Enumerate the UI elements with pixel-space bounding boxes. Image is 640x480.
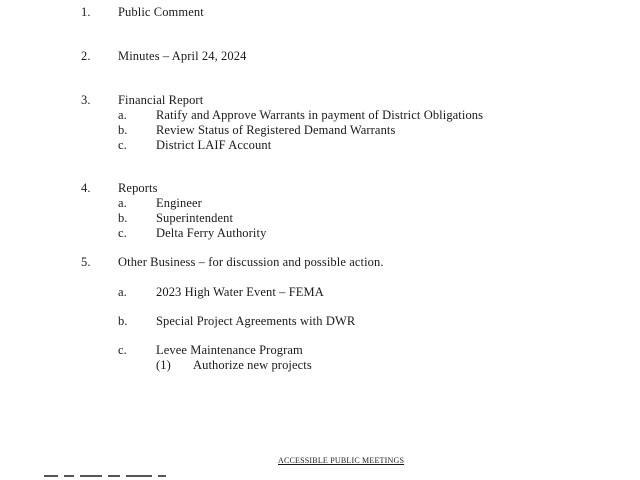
item-4b-text: Superintendent	[156, 211, 234, 225]
item-5a-letter: a.	[118, 285, 127, 299]
item-3-title: Financial Report	[118, 93, 204, 107]
item-5c1-text: Authorize new projects	[193, 358, 312, 372]
item-3c-text: District LAIF Account	[156, 138, 272, 152]
item-2-title: Minutes – April 24, 2024	[118, 49, 247, 63]
accessible-meetings-heading: ACCESSIBLE PUBLIC MEETINGS	[278, 456, 405, 465]
item-4c-letter: c.	[118, 226, 127, 240]
text-fragment	[126, 475, 152, 477]
item-5b-text: Special Project Agreements with DWR	[156, 314, 356, 328]
cut-off-text-line	[0, 473, 640, 480]
item-4-title: Reports	[118, 181, 158, 195]
item-3b-text: Review Status of Registered Demand Warrants	[156, 123, 396, 137]
item-1-title: Public Comment	[118, 5, 204, 19]
item-5c1-number: (1)	[156, 358, 171, 372]
item-3a-text: Ratify and Approve Warrants in payment of District Obligations	[156, 108, 484, 122]
item-3c-letter: c.	[118, 138, 127, 152]
item-4a-letter: a.	[118, 196, 127, 210]
item-5c-letter: c.	[118, 343, 127, 357]
item-5-title: Other Business – for discussion and possible action.	[118, 255, 384, 269]
item-5-number: 5.	[81, 255, 91, 269]
text-fragment	[108, 475, 120, 477]
item-3b-letter: b.	[118, 123, 128, 137]
item-2-number: 2.	[81, 49, 91, 63]
item-5b-letter: b.	[118, 314, 128, 328]
item-4c-text: Delta Ferry Authority	[156, 226, 267, 240]
item-1-number: 1.	[81, 5, 91, 19]
text-fragment	[158, 475, 166, 477]
item-4-number: 4.	[81, 181, 91, 195]
item-3a-letter: a.	[118, 108, 127, 122]
text-fragment	[64, 475, 74, 477]
text-fragment	[44, 475, 58, 477]
text-fragment	[80, 475, 102, 477]
item-5c-text: Levee Maintenance Program	[156, 343, 303, 357]
item-4b-letter: b.	[118, 211, 128, 225]
item-5a-text: 2023 High Water Event – FEMA	[156, 285, 324, 299]
item-3-number: 3.	[81, 93, 91, 107]
item-4a-text: Engineer	[156, 196, 202, 210]
